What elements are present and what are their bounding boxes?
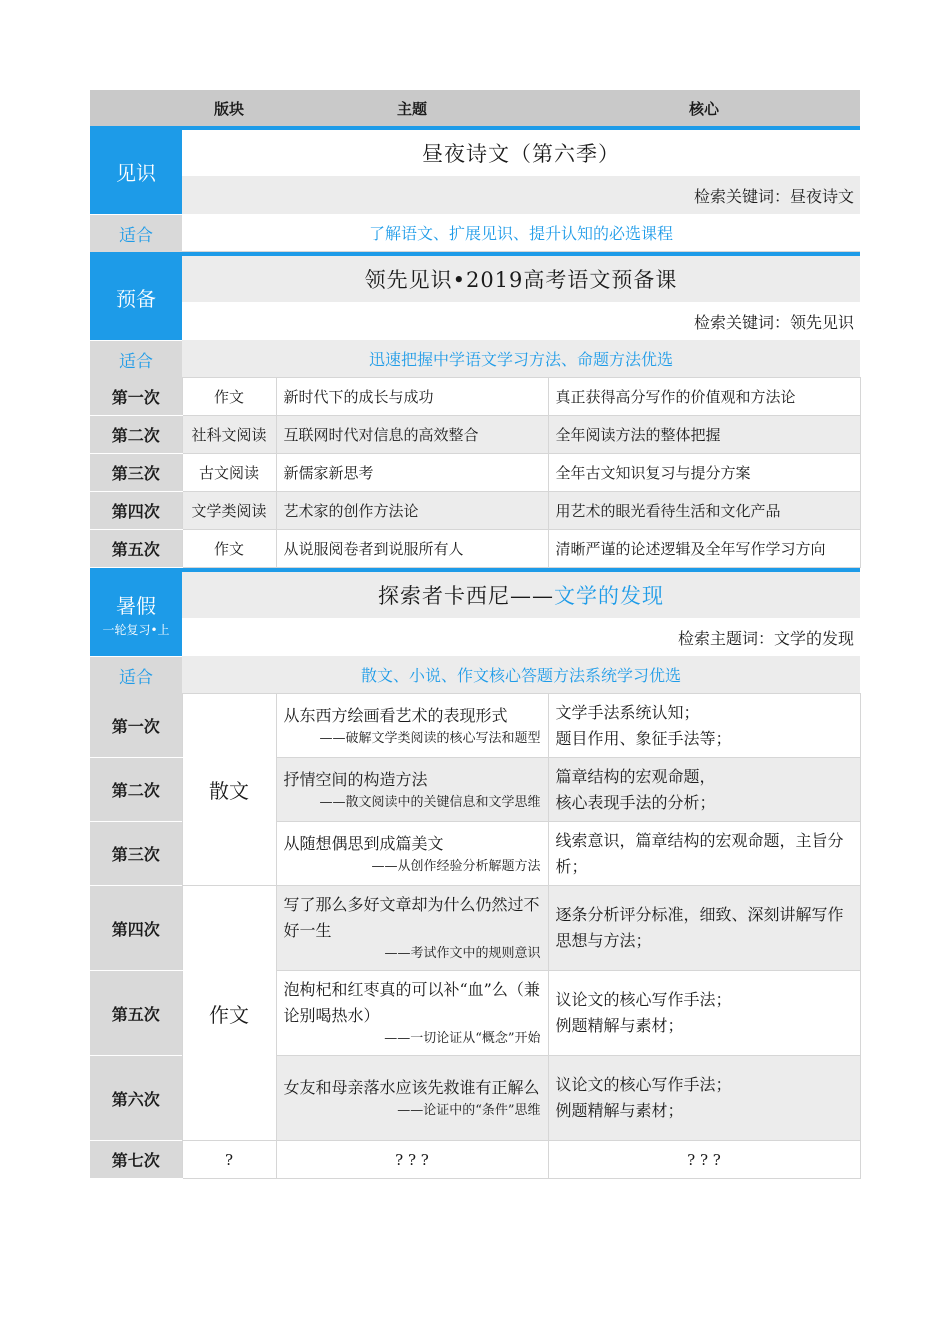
core-cell: 全年阅读方法的整体把握 [548,416,860,454]
session-number: 第三次 [90,822,182,886]
section2-fit-label: 适合 [90,340,182,378]
section3-title-row [90,572,860,618]
session-number: 第一次 [90,694,182,758]
section1-title-row [90,130,860,176]
topic-cell: 新时代下的成长与成功 [276,378,548,416]
table-row [90,378,860,416]
block-prose: 散文 [182,694,276,886]
session-number: 第三次 [90,454,182,492]
section2-keyword: 检索关键词：领先见识 [182,302,860,340]
topic-subtitle: ——论证中的“条件”思维 [397,1103,541,1118]
topic-cell: 女友和母亲落水应该先救谁有正解么 ——论证中的“条件”思维 [276,1056,548,1141]
schedule-table [90,90,861,1179]
core-cell: 用艺术的眼光看待生活和文化产品 [548,492,860,530]
core-cell: 全年古文知识复习与提分方案 [548,454,860,492]
topic-subtitle: ——散文阅读中的关键信息和文学思维 [319,794,541,810]
section3-sublabel: 一轮复习•上 [102,622,170,637]
topic-cell: 新儒家新思考 [276,454,548,492]
topic-cell: 泡枸杞和红枣真的可以补“血”么（兼论别喝热水） ——一切论证从“概念”开始 [276,971,548,1056]
topic-cell: 互联网时代对信息的高效整合 [276,416,548,454]
core-cell: ? ? ? [548,1141,860,1179]
section2-fit-row [90,340,860,378]
table-row [90,1141,860,1179]
section1-keyword: 检索关键词：昼夜诗文 [182,176,860,214]
topic-cell: 写了那么多好文章却为什么仍然过不好一生 ——考试作文中的规则意识 [276,886,548,971]
block-cell: ? [182,1141,276,1179]
block-essay: 作文 [182,886,276,1141]
section1-fit-text: 了解语文、扩展见识、提升认知的必选课程 [182,214,860,252]
core-cell: 逐条分析评分标准，细致、深刻讲解写作思想与方法； [548,886,860,971]
section3-fit-label: 适合 [90,656,182,694]
header-core: 核心 [548,90,860,126]
session-number: 第七次 [90,1141,182,1179]
session-number: 第二次 [90,416,182,454]
block-cell: 作文 [182,378,276,416]
section3-label: 暑假 一轮复习•上 [90,572,182,656]
block-cell: 作文 [182,530,276,568]
section3-fit-row [90,656,860,694]
topic-subtitle: ——考试作文中的规则意识 [384,946,541,961]
header-topic: 主题 [276,90,548,126]
session-number: 第五次 [90,971,182,1056]
core-cell: 议论文的核心写作手法； 例题精解与素材； [548,971,860,1056]
topic-cell: 艺术家的创作方法论 [276,492,548,530]
core-cell: 议论文的核心写作手法； 例题精解与素材； [548,1056,860,1141]
topic-subtitle: ——一切论证从“概念”开始 [384,1031,541,1046]
session-number: 第一次 [90,378,182,416]
section1-fit-row [90,214,860,252]
course-table [90,90,860,1179]
table-row [90,694,860,758]
topic-cell: ? ? ? [276,1141,548,1179]
core-cell: 文学手法系统认知； 题目作用、象征手法等； [548,694,860,758]
header-block: 版块 [182,90,276,126]
topic-subtitle: ——从创作经验分析解题方法 [371,858,541,874]
section2-title-row [90,256,860,302]
table-row [90,492,860,530]
section3-fit-text: 散文、小说、作文核心答题方法系统学习优选 [182,656,860,694]
topic-cell: 抒情空间的构造方法 ——散文阅读中的关键信息和文学思维 [276,758,548,822]
header-blank [90,90,182,126]
table-row [90,530,860,568]
session-number: 第六次 [90,1056,182,1141]
table-row [90,454,860,492]
block-cell: 古文阅读 [182,454,276,492]
topic-cell: 从随想偶思到成篇美文 ——从创作经验分析解题方法 [276,822,548,886]
table-row [90,886,860,971]
table-row [90,416,860,454]
core-cell: 线索意识，篇章结构的宏观命题，主旨分析； [548,822,860,886]
section1-fit-label: 适合 [90,214,182,252]
section2-label: 预备 [90,256,182,340]
section2-fit-text: 迅速把握中学语文学习方法、命题方法优选 [182,340,860,378]
section3-title-accent: 文学的发现 [554,584,664,608]
core-cell: 清晰严谨的论述逻辑及全年写作学习方向 [548,530,860,568]
topic-subtitle: ——破解文学类阅读的核心写法和题型 [319,730,541,746]
table-header [90,90,860,126]
topic-cell: 从东西方绘画看艺术的表现形式 ——破解文学类阅读的核心写法和题型 [276,694,548,758]
block-cell: 社科文阅读 [182,416,276,454]
topic-cell: 从说服阅卷者到说服所有人 [276,530,548,568]
session-number: 第二次 [90,758,182,822]
session-number: 第五次 [90,530,182,568]
section1-title: 昼夜诗文（第六季） [182,130,860,176]
section1-label: 见识 [90,130,182,214]
core-cell: 真正获得高分写作的价值观和方法论 [548,378,860,416]
section3-keyword: 检索主题词：文学的发现 [182,618,860,656]
section2-title: 领先见识•2019高考语文预备课 [182,256,860,302]
session-number: 第四次 [90,492,182,530]
section3-title: 探索者卡西尼——文学的发现 [182,572,860,618]
block-cell: 文学类阅读 [182,492,276,530]
session-number: 第四次 [90,886,182,971]
core-cell: 篇章结构的宏观命题， 核心表现手法的分析； [548,758,860,822]
